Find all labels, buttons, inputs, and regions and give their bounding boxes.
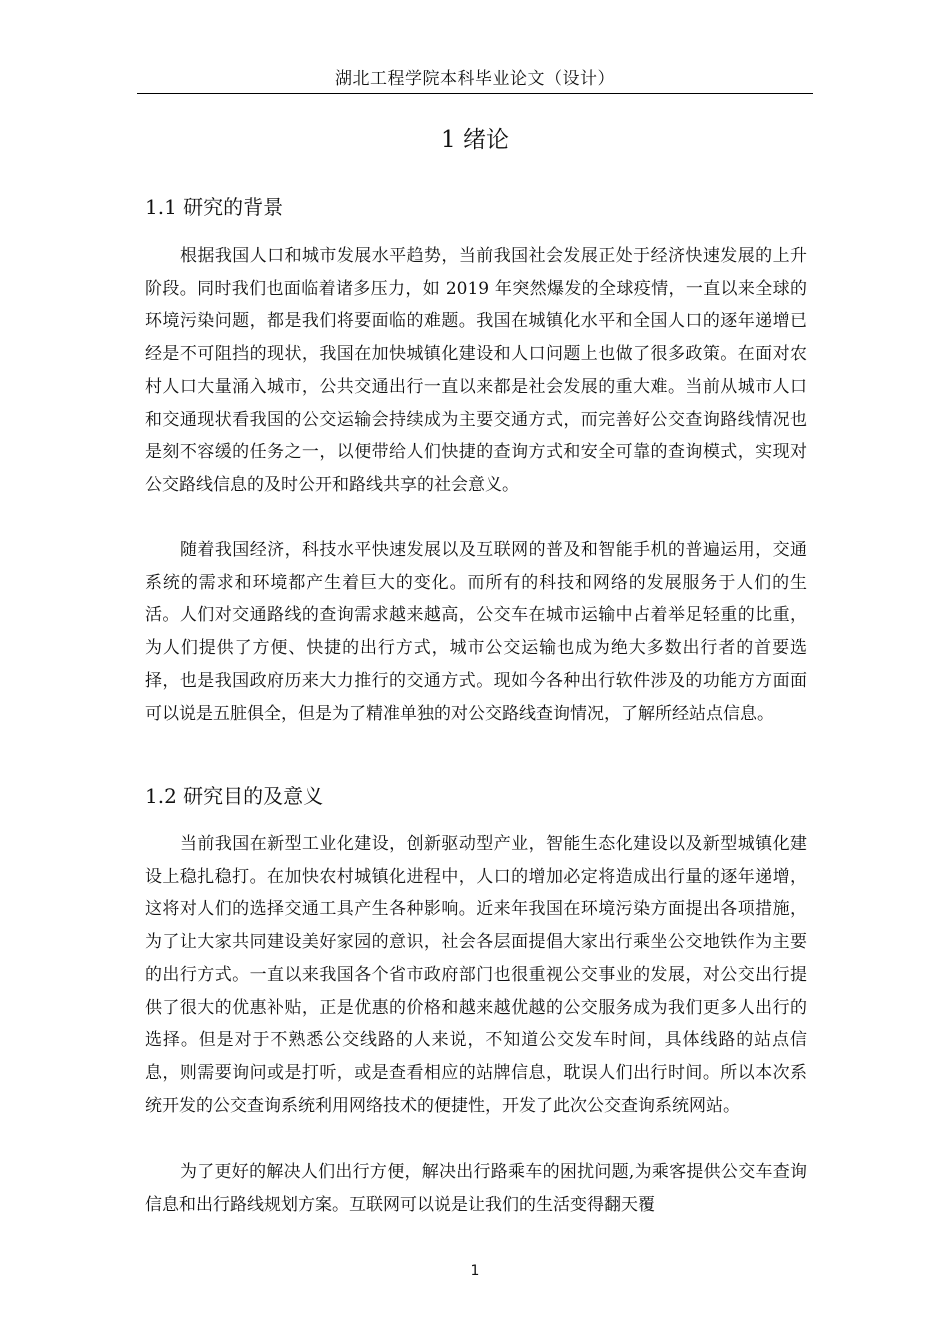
paragraph-background-2: 随着我国经济，科技水平快速发展以及互联网的普及和智能手机的普遍运用，交通系统的需求和环境都产生着巨大的变化。而所有的科技和网络的发展服务于人们的生活。人们对交通路线的查询需求越来越高，公交车在城市运输中占着举足轻重的比重，为人们提供了方便、快捷的出行方式，城市公交运输也成为绝大多数出行者的首要选择，也是我国政府历来大力推行的交通方式。现如今各种出行软件涉及的功能方方面面可以说是五脏俱全，但是为了精准单独的对公交路线查询情况，了解所经站点信息。 — [145, 540, 807, 724]
paragraph-purpose-2: 为了更好的解决人们出行方便，解决出行路乘车的困扰问题,为乘客提供公交车查询信息和出行路线规划方案。互联网可以说是让我们的生活变得翻天覆 — [145, 1162, 807, 1215]
running-header: 湖北工程学院本科毕业论文（设计） — [335, 69, 615, 89]
section-heading-1-1: 1.1 研究的背景 — [145, 195, 284, 219]
page-number: 1 — [470, 1263, 480, 1279]
paragraph-background-1: 根据我国人口和城市发展水平趋势，当前我国社会发展正处于经济快速发展的上升阶段。同时我们也面临着诸多压力，如 2019 年突然爆发的全球疫情，一直以来全球的环境污染问题，都是我们将要面临的难题。我国在城镇化水平和全国人口的逐年递增已经是不可阻挡的现状，我国在加快城镇化建设和人口问题上也做了很多政策。在面对农村人口大量涌入城市，公共交通出行一直以来都是社会发展的重大难。当前从城市人口和交通现状看我国的公交运输会持续成为主要交通方式，而完善好公交查询路线情况也是刻不容缓的任务之一，以便带给人们快捷的查询方式和安全可靠的查询模式，实现对公交路线信息的及时公开和路线共享的社会意义。 — [145, 246, 807, 495]
chapter-title: 1 绪论 — [441, 127, 509, 153]
paragraph-purpose-1: 当前我国在新型工业化建设，创新驱动型产业，智能生态化建设以及新型城镇化建设上稳扎稳打。在加快农村城镇化进程中，人口的增加必定将造成出行量的逐年递增，这将对人们的选择交通工具产生各种影响。近来年我国在环境污染方面提出各项措施，为了让大家共同建设美好家园的意识，社会各层面提倡大家出行乘坐公交地铁作为主要的出行方式。一直以来我国各个省市政府部门也很重视公交事业的发展，对公交出行提供了很大的优惠补贴，正是优惠的价格和越来越优越的公交服务成为我们更多人出行的选择。但是对于不熟悉公交线路的人来说，不知道公交发车时间，具体线路的站点信息，则需要询问或是打听，或是查看相应的站牌信息，耽误人们出行时间。所以本次系统开发的公交查询系统利用网络技术的便捷性，开发了此次公交查询系统网站。 — [145, 834, 807, 1116]
header-rule — [137, 93, 813, 94]
section-heading-1-2: 1.2 研究目的及意义 — [145, 784, 324, 808]
